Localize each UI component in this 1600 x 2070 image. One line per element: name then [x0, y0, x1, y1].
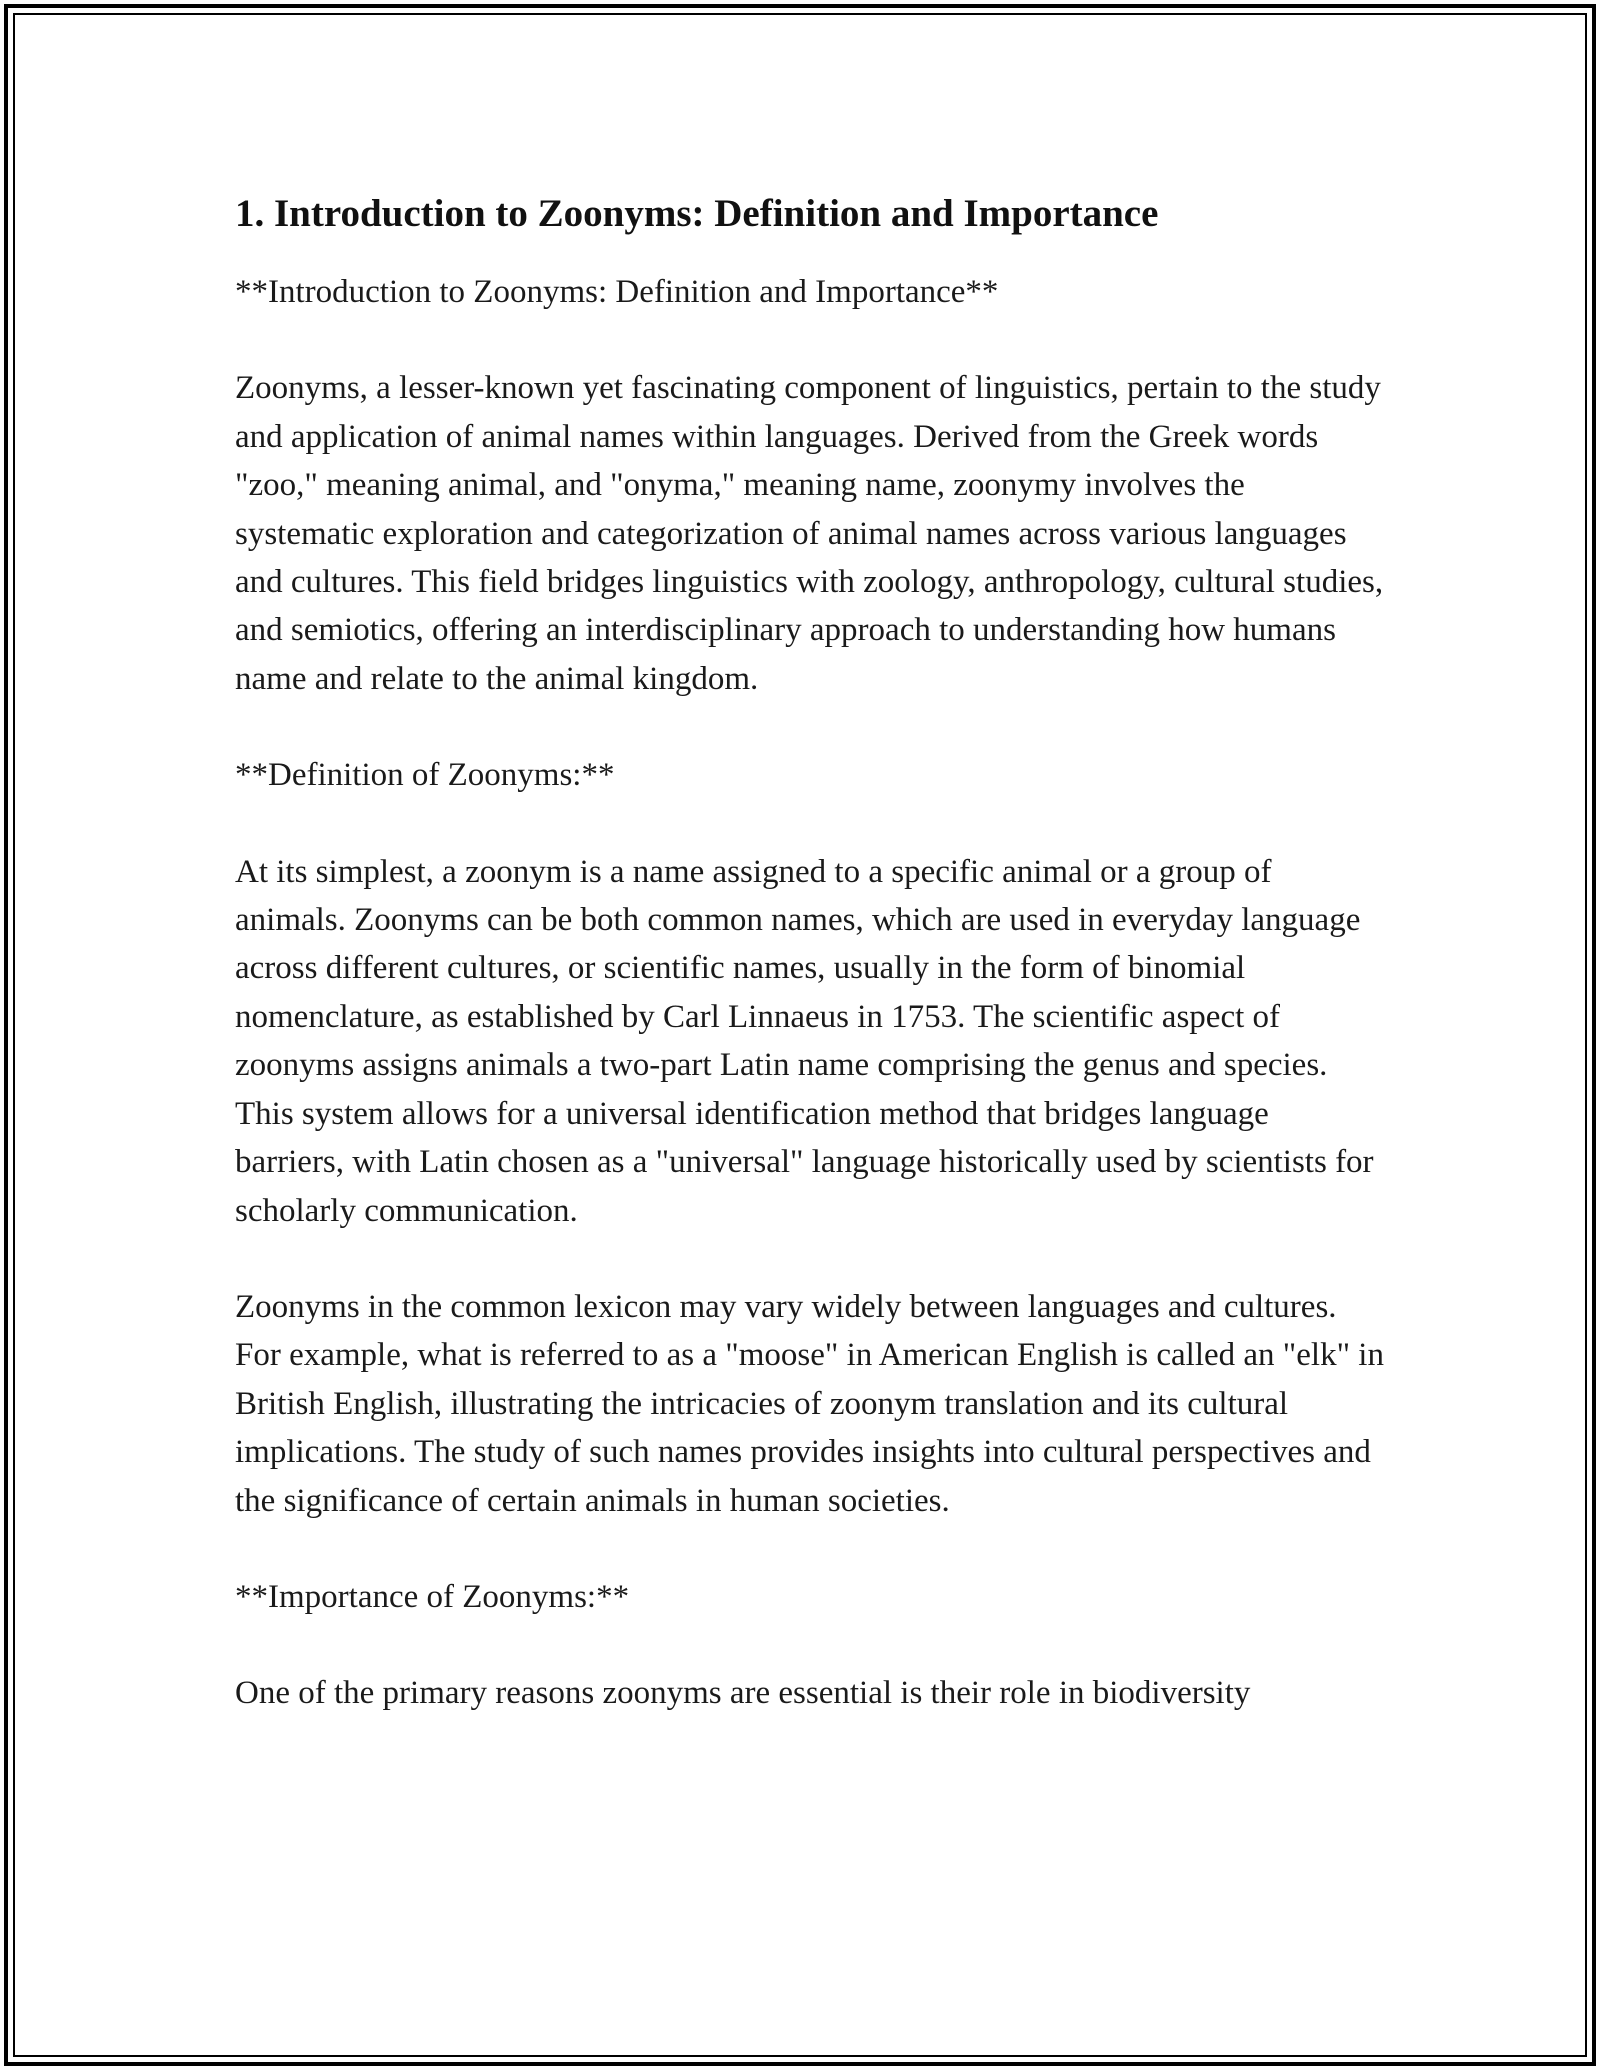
- document-body: [235, 186, 1385, 1766]
- definition-heading: **Definition of Zoonyms:**: [235, 757, 615, 794]
- definition-paragraph: At its simplest, a zoonym is a name assigned to a specific animal or a group of animals. Zoonyms can be both common names, which are used in everyday language across different cultures, or scientific names, usually in the form of binomial nomenclature, as established by Carl Linnaeus in 1753. The scientific aspect of zoonyms assigns animals a two-part Latin name comprising the genus and species. This system allows for a universal identification method that bridges language barriers, with Latin chosen as a "universal" language historically used by scientists for scholarly communication.: [235, 853, 1374, 1229]
- importance-paragraph: One of the primary reasons zoonyms are essential is their role in biodiversity: [235, 1675, 1251, 1712]
- subheading-paragraph: **Introduction to Zoonyms: Definition and Importance**: [235, 274, 999, 310]
- section-heading: 1. Introduction to Zoonyms: Definition and Importance: [235, 192, 1159, 235]
- lexicon-paragraph: Zoonyms in the common lexicon may vary widely between languages and cultures. For example, what is referred to as a "moose" in American English is called an "elk" in British English, illustrating the intricacies of zoonym translation and its cultural implications. The study of such names provides insights into cultural perspectives and the significance of certain animals in human societies.: [235, 1288, 1384, 1519]
- importance-heading: **Importance of Zoonyms:**: [235, 1578, 630, 1615]
- intro-paragraph: Zoonyms, a lesser-known yet fascinating component of linguistics, pertain to the study and application of animal names within languages. Derived from the Greek words "zoo," meaning animal, and "onyma," meaning name, zoonymy involves the systematic exploration and categorization of animal names across various languages and cultures. This field bridges linguistics with zoology, anthropology, cultural studies, and semiotics, offering an interdisciplinary approach to understanding how humans name and relate to the animal kingdom.: [235, 370, 1384, 697]
